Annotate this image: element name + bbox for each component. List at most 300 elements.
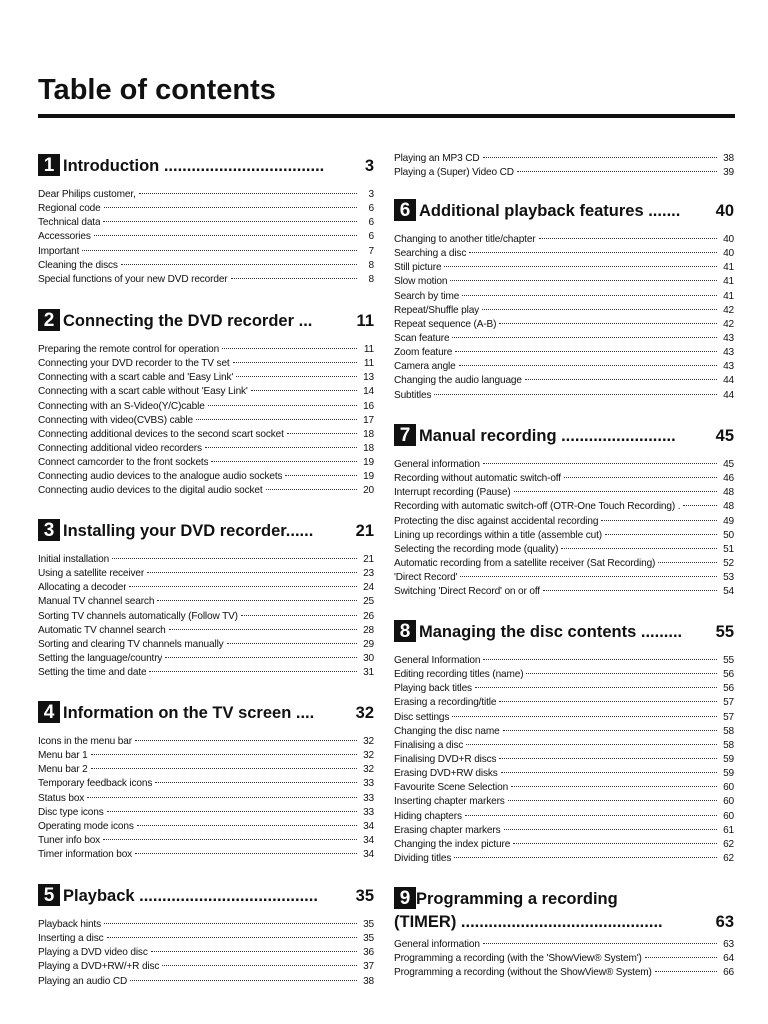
- toc-entry[interactable]: [394, 290, 734, 304]
- toc-entry-label: Cleaning the discs: [38, 259, 118, 271]
- toc-entry-page: 43: [723, 332, 734, 344]
- dot-leader: [434, 394, 717, 395]
- toc-entry-page: 66: [723, 967, 734, 979]
- toc-entry-label: Menu bar 1: [38, 750, 88, 762]
- toc-entry[interactable]: [38, 918, 374, 932]
- toc-entry-page: 34: [363, 834, 374, 846]
- toc-entry-page: 56: [723, 683, 734, 695]
- toc-entry[interactable]: [38, 624, 374, 638]
- toc-entry[interactable]: [38, 946, 374, 960]
- dot-leader: [499, 758, 717, 759]
- toc-entry[interactable]: [38, 245, 374, 259]
- dot-leader: [233, 362, 357, 363]
- toc-entry-page: 56: [723, 669, 734, 681]
- toc-entry-page: 17: [363, 414, 374, 426]
- dot-leader: [511, 786, 717, 787]
- toc-entry[interactable]: [394, 571, 734, 585]
- toc-entry[interactable]: [38, 400, 374, 414]
- section-heading[interactable]: [38, 519, 374, 541]
- toc-entry-label: Playing back titles: [394, 683, 472, 695]
- section-title-continued: (TIMER) ............................................: [394, 913, 663, 931]
- toc-entry[interactable]: [394, 166, 734, 180]
- toc-entry[interactable]: [38, 666, 374, 680]
- toc-entry[interactable]: [394, 852, 734, 866]
- toc-entry-label: Sorting and clearing TV channels manually: [38, 638, 224, 650]
- chapter-number-badge: 1: [38, 154, 60, 176]
- toc-entry[interactable]: [394, 810, 734, 824]
- toc-entry-page: 19: [363, 471, 374, 483]
- toc-entry-page: 19: [363, 457, 374, 469]
- chapter-number-badge: 2: [38, 309, 60, 331]
- toc-entry[interactable]: [394, 247, 734, 261]
- toc-entry[interactable]: [394, 152, 734, 166]
- toc-entry-label: Inserting a disc: [38, 933, 104, 945]
- toc-entry[interactable]: [394, 795, 734, 809]
- toc-entry-label: Connecting additional video recorders: [38, 442, 202, 454]
- toc-entry-label: Interrupt recording (Pause): [394, 487, 511, 499]
- toc-entry-label: Repeat/Shuffle play: [394, 304, 480, 316]
- dot-leader: [465, 815, 717, 816]
- toc-entry-label: Programming a recording (with the 'ShowView® System'): [394, 953, 642, 965]
- toc-entry-page: 33: [363, 778, 374, 790]
- toc-entry[interactable]: [38, 428, 374, 442]
- dot-leader: [94, 235, 357, 236]
- toc-entry-label: Selecting the recording mode (quality): [394, 543, 559, 555]
- toc-entry-page: 33: [363, 792, 374, 804]
- toc-entry-label: Manual TV channel search: [38, 596, 155, 608]
- toc-entry[interactable]: [394, 304, 734, 318]
- dot-leader: [452, 716, 717, 717]
- section-page-number: 35: [355, 887, 374, 905]
- dot-leader: [129, 586, 357, 587]
- toc-entry[interactable]: [394, 725, 734, 739]
- toc-entry[interactable]: [394, 318, 734, 332]
- toc-entry[interactable]: [38, 960, 374, 974]
- toc-entry[interactable]: [394, 346, 734, 360]
- dot-leader: [543, 590, 717, 591]
- toc-entry[interactable]: [38, 442, 374, 456]
- toc-entry-label: 'Direct Record': [394, 572, 458, 584]
- section-entry-list: [38, 343, 374, 499]
- section-heading[interactable]: [394, 199, 734, 221]
- section-title: Additional playback features .......: [419, 202, 681, 220]
- toc-entry-page: 58: [723, 739, 734, 751]
- toc-entry-label: Playing a DVD+RW/+R disc: [38, 961, 160, 973]
- toc-section: [38, 309, 374, 499]
- toc-entry[interactable]: [38, 610, 374, 624]
- chapter-number-badge: 9: [394, 887, 416, 909]
- toc-entry[interactable]: [38, 652, 374, 666]
- dot-leader: [475, 687, 717, 688]
- toc-entry-label: Tuner info box: [38, 834, 101, 846]
- toc-entry[interactable]: [394, 668, 734, 682]
- dot-leader: [169, 629, 357, 630]
- dot-leader: [454, 857, 717, 858]
- section-entry-list: [394, 654, 734, 866]
- dot-leader: [137, 825, 357, 826]
- dot-leader: [655, 971, 717, 972]
- toc-entry[interactable]: [38, 188, 374, 202]
- toc-entry-page: 37: [363, 961, 374, 973]
- toc-entry-label: Icons in the menu bar: [38, 736, 132, 747]
- toc-entry-label: Finalising DVD+R discs: [394, 753, 497, 765]
- section-heading[interactable]: [38, 884, 374, 906]
- toc-entry-page: 42: [723, 304, 734, 316]
- dot-leader: [104, 207, 357, 208]
- dot-leader: [683, 505, 717, 506]
- section-title: Manual recording .........................: [419, 427, 676, 445]
- toc-entry-page: 44: [723, 389, 734, 401]
- toc-entry-label: Sorting TV channels automatically (Follow TV): [38, 610, 238, 622]
- toc-entry[interactable]: [38, 763, 374, 777]
- dot-leader: [508, 800, 717, 801]
- dot-leader: [513, 843, 717, 844]
- toc-entry-label: General Information: [394, 655, 481, 666]
- toc-entry[interactable]: [394, 275, 734, 289]
- toc-entry[interactable]: [38, 820, 374, 834]
- section-page-number: 40: [715, 202, 734, 220]
- toc-entry[interactable]: [394, 543, 734, 557]
- toc-entry-label: Playing a (Super) Video CD: [394, 167, 514, 179]
- toc-entry-label: Dividing titles: [394, 852, 452, 864]
- toc-entry[interactable]: [38, 932, 374, 946]
- toc-entry-label: Connecting with an S-Video(Y/C)cable: [38, 400, 205, 412]
- toc-entry-page: 26: [363, 610, 374, 622]
- toc-entry[interactable]: [38, 343, 374, 357]
- toc-entry-label: General information: [394, 939, 480, 950]
- dot-leader: [112, 558, 357, 559]
- toc-entry-label: Temporary feedback icons: [38, 778, 153, 790]
- dot-leader: [103, 221, 357, 222]
- dot-leader: [107, 937, 358, 938]
- toc-entry-page: 23: [363, 568, 374, 580]
- dot-leader: [514, 491, 717, 492]
- toc-entry-page: 32: [363, 764, 374, 776]
- toc-entry[interactable]: [394, 500, 734, 514]
- toc-entry-page: 3: [368, 189, 374, 200]
- toc-entry[interactable]: [394, 753, 734, 767]
- toc-entry-label: Zoom feature: [394, 347, 453, 359]
- dot-leader: [107, 811, 357, 812]
- toc-entry[interactable]: [38, 777, 374, 791]
- dot-leader: [499, 701, 717, 702]
- toc-entry[interactable]: [394, 529, 734, 543]
- toc-entry-page: 52: [723, 557, 734, 569]
- toc-entry[interactable]: [38, 638, 374, 652]
- toc-entry-page: 35: [363, 933, 374, 945]
- toc-entry-label: Connecting with a scart cable and 'Easy Link': [38, 372, 234, 384]
- toc-entry-page: 55: [723, 655, 734, 666]
- toc-entry-page: 11: [363, 344, 374, 355]
- toc-entry-page: 41: [723, 262, 734, 274]
- section-heading[interactable]: [38, 701, 374, 723]
- toc-entry-label: Repeat sequence (A-B): [394, 318, 497, 330]
- section-title: Installing your DVD recorder......: [63, 522, 314, 540]
- toc-entry[interactable]: [394, 838, 734, 852]
- toc-entry-label: Preparing the remote control for operation: [38, 344, 220, 355]
- toc-section: [394, 424, 734, 599]
- toc-entry-page: 57: [723, 697, 734, 709]
- dot-leader: [139, 193, 357, 194]
- dot-leader: [222, 348, 357, 349]
- toc-entry[interactable]: [38, 567, 374, 581]
- toc-entry-page: 44: [723, 375, 734, 387]
- dot-leader: [564, 477, 717, 478]
- dot-leader: [483, 157, 717, 158]
- toc-entry-label: Automatic recording from a satellite receiver (Sat Recording): [394, 557, 656, 569]
- toc-entry[interactable]: [394, 458, 734, 472]
- toc-entry[interactable]: [394, 654, 734, 668]
- section-heading[interactable]: [394, 424, 734, 446]
- toc-entry[interactable]: [38, 385, 374, 399]
- toc-entry[interactable]: [394, 261, 734, 275]
- dot-leader: [196, 419, 357, 420]
- dot-leader: [135, 740, 357, 741]
- toc-entry[interactable]: [394, 515, 734, 529]
- toc-entry-label: Regional code: [38, 203, 101, 215]
- toc-entry-page: 57: [723, 711, 734, 723]
- toc-entry-page: 64: [723, 953, 734, 965]
- dot-leader: [525, 379, 717, 380]
- toc-entry-label: Protecting the disc against accidental recording: [394, 515, 599, 527]
- section-entry-list: [394, 152, 734, 180]
- toc-entry[interactable]: [38, 216, 374, 230]
- toc-entry-label: Inserting chapter markers: [394, 796, 505, 808]
- dot-leader: [483, 659, 717, 660]
- section-heading[interactable]: [38, 154, 374, 176]
- toc-entry[interactable]: [394, 486, 734, 500]
- toc-entry-label: Status box: [38, 792, 85, 804]
- toc-entry-label: Searching a disc: [394, 248, 467, 260]
- toc-entry-label: Disc type icons: [38, 806, 104, 818]
- toc-entry[interactable]: [38, 848, 374, 862]
- section-entry-list: [38, 188, 374, 287]
- toc-section: [394, 199, 734, 403]
- dot-leader: [241, 615, 357, 616]
- toc-entry-label: Automatic TV channel search: [38, 624, 166, 636]
- toc-entry[interactable]: [38, 470, 374, 484]
- toc-entry[interactable]: [38, 484, 374, 498]
- toc-entry-page: 58: [723, 725, 734, 737]
- section-heading[interactable]: [394, 620, 734, 642]
- dot-leader: [499, 323, 717, 324]
- toc-entry-page: 48: [723, 487, 734, 499]
- toc-entry[interactable]: [38, 595, 374, 609]
- toc-entry-label: Favourite Scene Selection: [394, 782, 509, 794]
- toc-entry[interactable]: [394, 781, 734, 795]
- toc-entry-page: 24: [363, 582, 374, 594]
- dot-leader: [162, 965, 357, 966]
- toc-entry[interactable]: [38, 792, 374, 806]
- chapter-number-badge: 8: [394, 620, 416, 642]
- toc-entry-page: 39: [723, 167, 734, 179]
- dot-leader: [605, 534, 717, 535]
- toc-entry-page: 60: [723, 796, 734, 808]
- toc-entry[interactable]: [394, 472, 734, 486]
- dot-leader: [208, 405, 357, 406]
- dot-leader: [462, 295, 717, 296]
- dot-leader: [91, 768, 357, 769]
- chapter-number-badge: 4: [38, 701, 60, 723]
- toc-entry-label: Operating mode icons: [38, 820, 134, 832]
- toc-entry-label: Menu bar 2: [38, 764, 88, 776]
- dot-leader: [266, 489, 357, 490]
- toc-entry[interactable]: [394, 966, 734, 980]
- section-heading[interactable]: [38, 309, 374, 331]
- toc-entry-label: Playing an audio CD: [38, 975, 128, 987]
- toc-entry-page: 59: [723, 753, 734, 765]
- toc-entry-label: Changing the audio language: [394, 375, 522, 387]
- toc-entry-label: Hiding chapters: [394, 810, 462, 822]
- dot-leader: [452, 337, 717, 338]
- chapter-number-badge: 3: [38, 519, 60, 541]
- toc-entry[interactable]: [38, 371, 374, 385]
- chapter-number-badge: 5: [38, 884, 60, 906]
- toc-entry[interactable]: [394, 557, 734, 571]
- toc-entry-page: 59: [723, 768, 734, 780]
- toc-entry[interactable]: [38, 975, 374, 989]
- toc-entry-page: 38: [723, 153, 734, 164]
- toc-entry[interactable]: [394, 682, 734, 696]
- toc-entry[interactable]: [38, 230, 374, 244]
- toc-entry-label: Technical data: [38, 217, 101, 229]
- toc-entry[interactable]: [394, 711, 734, 725]
- toc-entry-label: Setting the time and date: [38, 667, 147, 679]
- toc-entry-label: Setting the language/country: [38, 652, 163, 664]
- toc-entry[interactable]: [38, 581, 374, 595]
- toc-entry-label: Camera angle: [394, 361, 456, 373]
- toc-entry-label: Erasing DVD+RW disks: [394, 768, 498, 780]
- section-heading[interactable]: [394, 887, 734, 932]
- toc-entry-page: 43: [723, 347, 734, 359]
- section-title-line-1: [394, 887, 734, 909]
- toc-entry[interactable]: [38, 735, 374, 749]
- toc-entry-page: 30: [363, 652, 374, 664]
- chapter-number-badge: 6: [394, 199, 416, 221]
- toc-entry[interactable]: [394, 696, 734, 710]
- dot-leader: [211, 461, 357, 462]
- dot-leader: [287, 433, 357, 434]
- toc-entry[interactable]: [394, 739, 734, 753]
- toc-entry-page: 28: [363, 624, 374, 636]
- toc-entry[interactable]: [38, 273, 374, 287]
- toc-entry[interactable]: [394, 938, 734, 952]
- toc-entry-page: 41: [723, 290, 734, 302]
- dot-leader: [82, 250, 357, 251]
- toc-entry-page: 48: [723, 501, 734, 513]
- title-rule: [38, 114, 735, 118]
- toc-entry-page: 16: [363, 400, 374, 412]
- toc-entry[interactable]: [38, 456, 374, 470]
- toc-entry-page: 53: [723, 572, 734, 584]
- toc-entry-label: Connecting audio devices to the digital audio socket: [38, 485, 263, 497]
- toc-entry[interactable]: [38, 834, 374, 848]
- toc-entry[interactable]: [38, 553, 374, 567]
- toc-entry-page: 46: [723, 473, 734, 485]
- toc-entry[interactable]: [394, 389, 734, 403]
- toc-entry[interactable]: [38, 749, 374, 763]
- toc-entry-page: 38: [363, 975, 374, 987]
- toc-section: [394, 887, 734, 980]
- dot-leader: [466, 744, 717, 745]
- section-entry-list: [38, 553, 374, 680]
- toc-entry[interactable]: [38, 806, 374, 820]
- toc-entry[interactable]: [394, 585, 734, 599]
- toc-entry-label: Connecting your DVD recorder to the TV set: [38, 358, 230, 370]
- toc-entry-label: Erasing a recording/title: [394, 697, 497, 709]
- toc-entry[interactable]: [394, 233, 734, 247]
- toc-entry-page: 35: [363, 919, 374, 930]
- toc-entry-page: 11: [363, 358, 374, 370]
- toc-entry-label: Search by time: [394, 290, 460, 302]
- toc-entry[interactable]: [394, 767, 734, 781]
- dot-leader: [236, 376, 357, 377]
- toc-entry-page: 62: [723, 838, 734, 850]
- section-title: Managing the disc contents .........: [419, 623, 683, 641]
- dot-leader: [645, 957, 717, 958]
- toc-entry[interactable]: [394, 824, 734, 838]
- dot-leader: [561, 548, 717, 549]
- toc-entry-page: 62: [723, 852, 734, 864]
- section-page-number: 11: [356, 312, 374, 330]
- toc-entry[interactable]: [394, 374, 734, 388]
- toc-entry-label: Important: [38, 245, 80, 257]
- toc-entry-page: 20: [363, 485, 374, 497]
- dot-leader: [103, 839, 357, 840]
- dot-leader: [165, 657, 357, 658]
- toc-entry[interactable]: [394, 952, 734, 966]
- dot-leader: [539, 238, 717, 239]
- toc-entry-label: Allocating a decoder: [38, 582, 127, 594]
- dot-leader: [149, 671, 357, 672]
- toc-entry-label: Connecting additional devices to the second scart socket: [38, 428, 284, 440]
- section-title: Information on the TV screen ....: [63, 704, 315, 722]
- section-entry-list: [38, 735, 374, 862]
- dot-leader: [121, 264, 357, 265]
- dot-leader: [157, 600, 357, 601]
- toc-entry-page: 14: [363, 386, 374, 398]
- toc-entry-page: 6: [368, 217, 374, 229]
- dot-leader: [444, 266, 717, 267]
- toc-entry-page: 61: [723, 824, 734, 836]
- toc-entry-page: 54: [723, 586, 734, 598]
- toc-entry-page: 50: [723, 529, 734, 541]
- toc-entry[interactable]: [394, 332, 734, 346]
- toc-entry-label: Connecting audio devices to the analogue audio sockets: [38, 471, 283, 483]
- toc-entry-label: Connecting with video(CVBS) cable: [38, 414, 193, 426]
- toc-entry-label: Accessories: [38, 231, 91, 243]
- toc-entry-page: 21: [363, 554, 374, 565]
- toc-entry-label: Lining up recordings within a title (assemble cut): [394, 529, 602, 541]
- toc-entry[interactable]: [38, 414, 374, 428]
- dot-leader: [104, 923, 357, 924]
- toc-entry[interactable]: [394, 360, 734, 374]
- toc-entry[interactable]: [38, 357, 374, 371]
- toc-entry[interactable]: [38, 202, 374, 216]
- toc-entry-page: 7: [368, 245, 374, 257]
- dot-leader: [459, 365, 717, 366]
- toc-entry-page: 36: [363, 947, 374, 959]
- section-page-number: 3: [364, 157, 374, 175]
- toc-entry-page: 8: [368, 259, 374, 271]
- toc-entry-label: Disc settings: [394, 711, 450, 723]
- toc-section: [38, 519, 374, 680]
- dot-leader: [87, 797, 357, 798]
- toc-entry-label: Scan feature: [394, 332, 450, 344]
- dot-leader: [151, 951, 357, 952]
- section-title-line-2: [394, 912, 734, 932]
- toc-entry[interactable]: [38, 259, 374, 273]
